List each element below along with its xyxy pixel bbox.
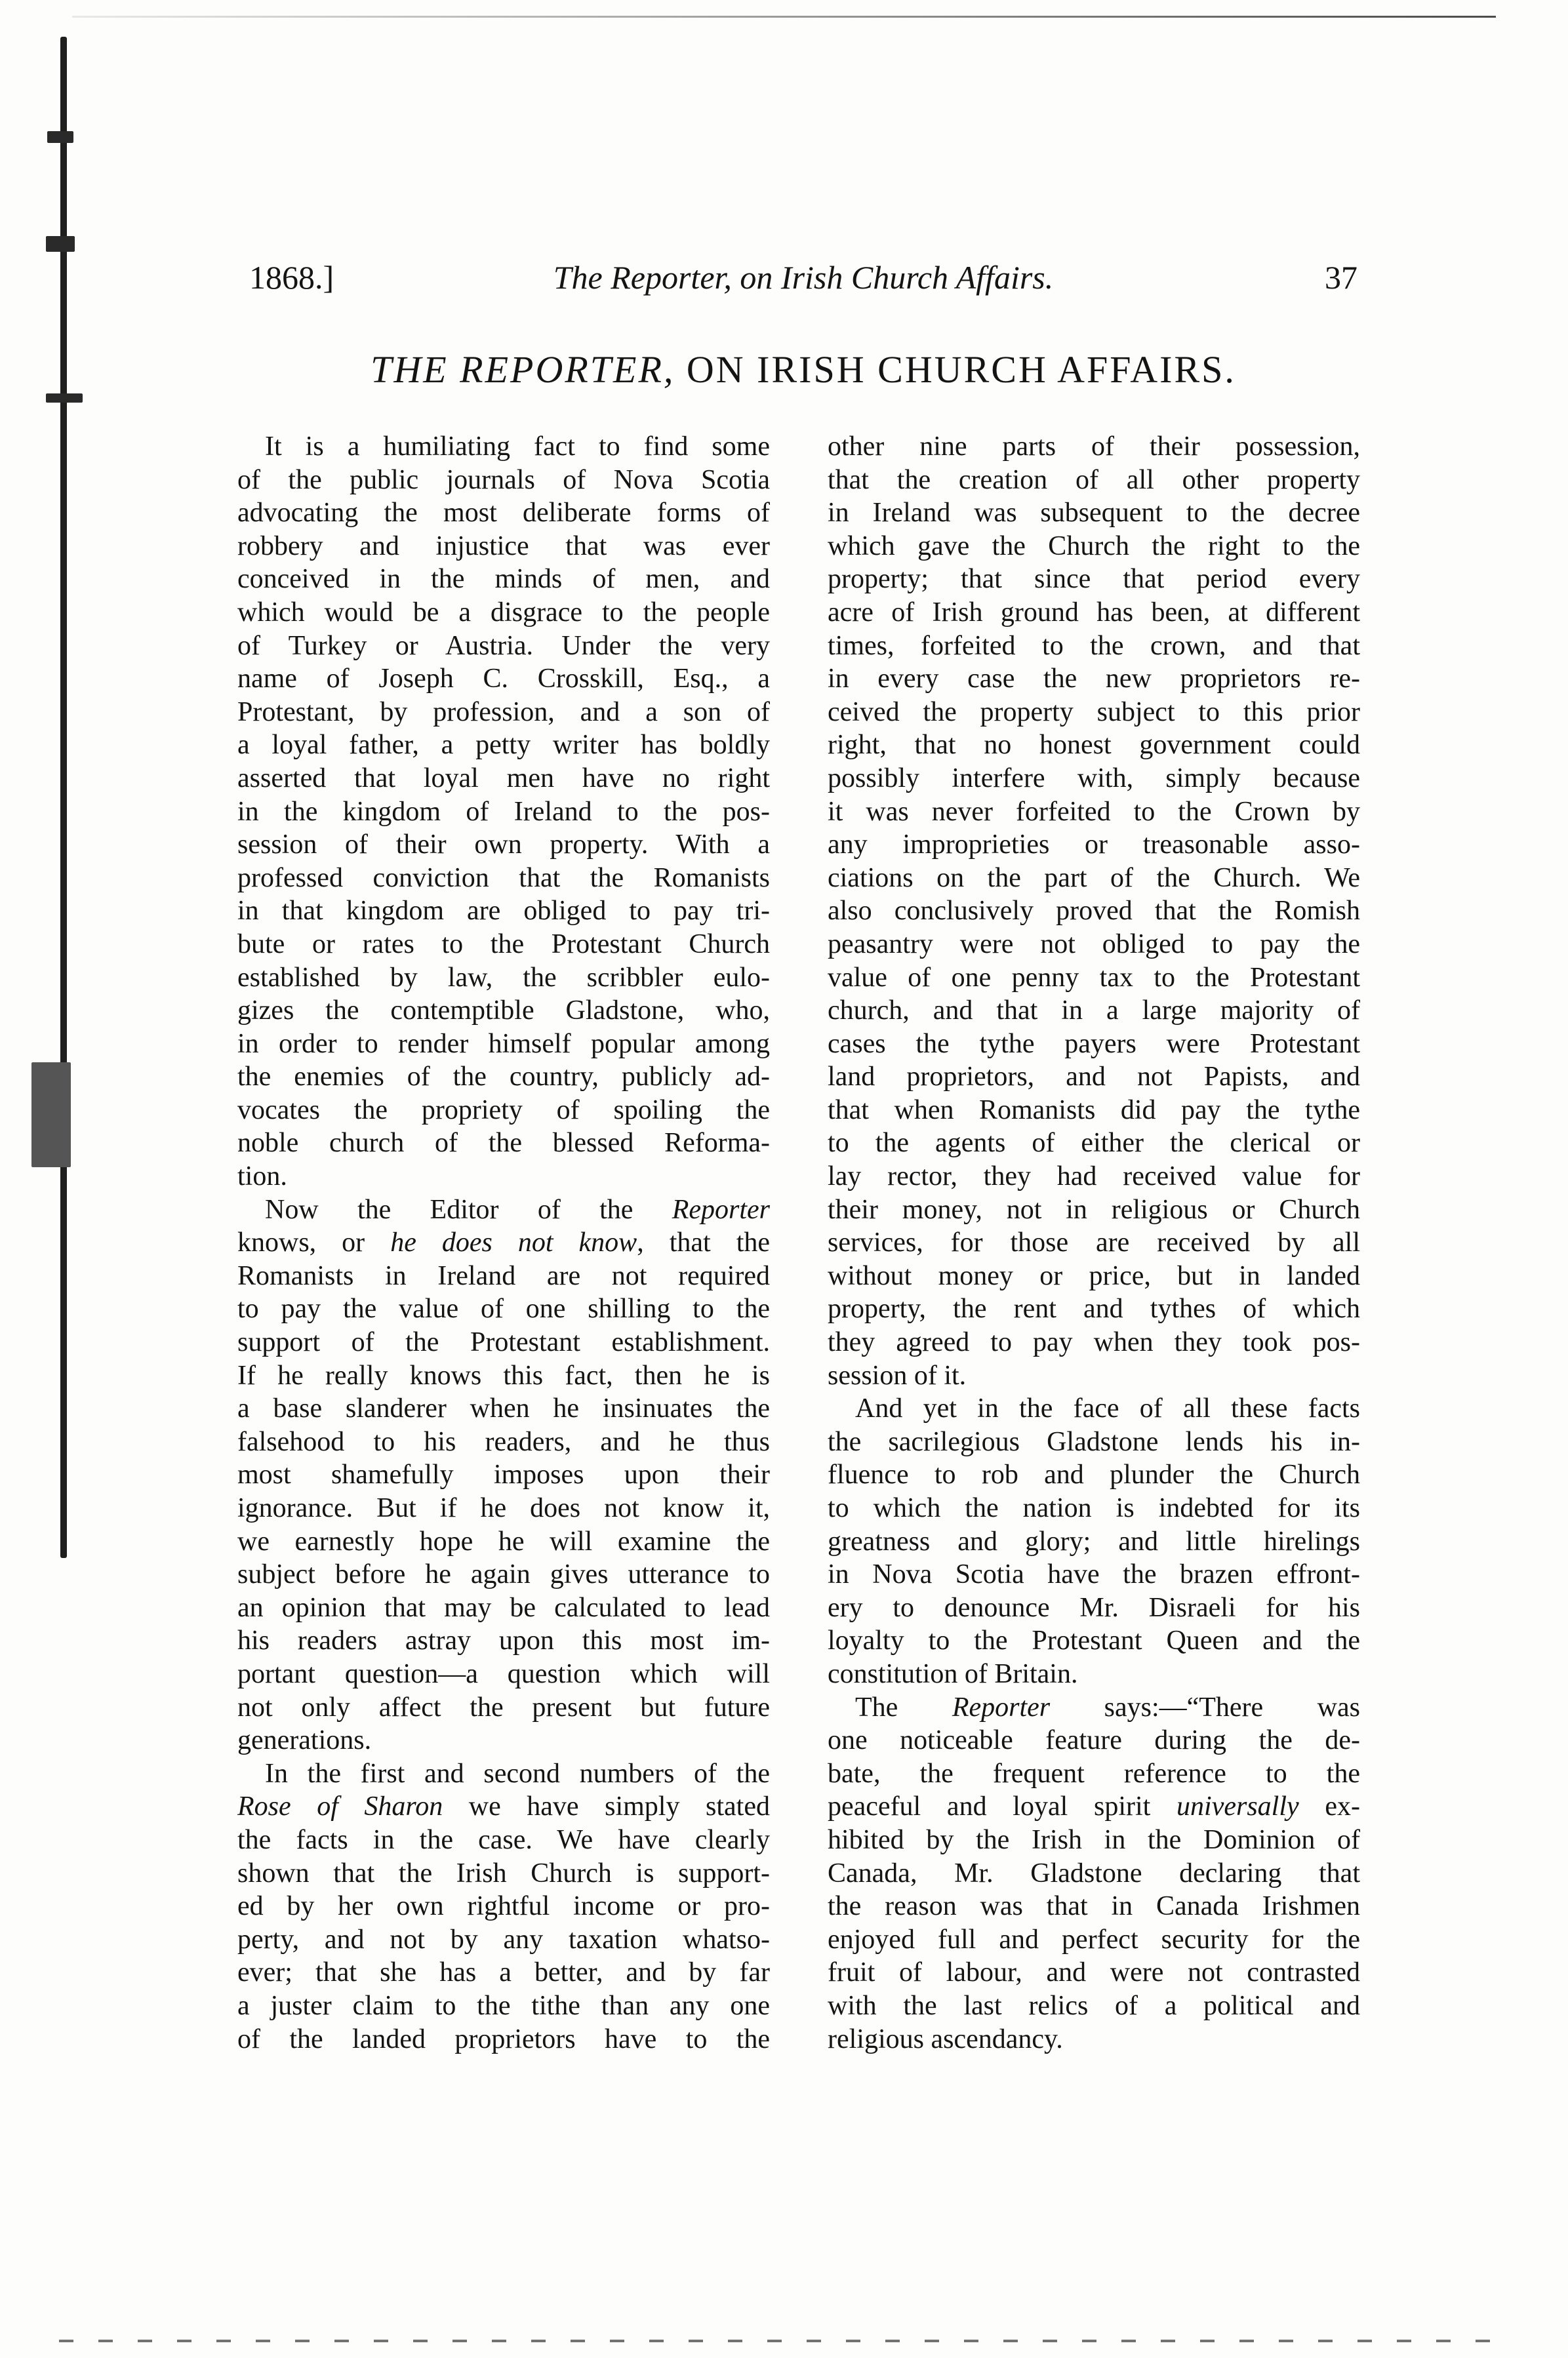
text-segment: a base slanderer when he insinuates the xyxy=(237,1393,770,1424)
scan-mark xyxy=(46,236,75,252)
text-line xyxy=(828,563,1360,596)
text-segment: support of the Protestant establishment. xyxy=(237,1327,770,1358)
text-line xyxy=(828,1060,1360,1094)
text-line xyxy=(237,1426,770,1459)
text-segment: to the agents of either the clerical or xyxy=(828,1128,1360,1159)
text-line xyxy=(828,1160,1360,1193)
text-segment: the sacrilegious Gladstone lends his in- xyxy=(828,1426,1360,1457)
text-line xyxy=(237,530,770,563)
text-line xyxy=(828,1127,1360,1160)
text-line xyxy=(237,1591,770,1625)
text-line xyxy=(828,2023,1360,2056)
text-line xyxy=(828,1558,1360,1591)
text-line xyxy=(237,994,770,1028)
text-line xyxy=(828,1326,1360,1359)
scan-top-rule xyxy=(72,16,1496,18)
text-line xyxy=(828,629,1360,663)
text-line xyxy=(828,1525,1360,1559)
text-line xyxy=(828,1458,1360,1492)
text-line xyxy=(828,1359,1360,1393)
text-segment: ciations on the part of the Church. We xyxy=(828,862,1360,893)
text-segment: ever; that she has a better, and by far xyxy=(237,1957,770,1988)
text-segment: ceived the property subject to this prior xyxy=(828,696,1360,727)
text-segment: In the first and second numbers of the xyxy=(265,1758,770,1789)
text-segment: right, that no honest government could xyxy=(828,730,1360,761)
text-line xyxy=(237,1558,770,1591)
text-segment: tion. xyxy=(237,1161,287,1192)
text-line xyxy=(828,1923,1360,1957)
scan-mark xyxy=(31,1062,71,1167)
text-segment: ex- xyxy=(1298,1791,1360,1822)
text-segment: loyalty to the Protestant Queen and the xyxy=(828,1626,1360,1656)
text-line xyxy=(237,1691,770,1725)
text-line xyxy=(828,828,1360,862)
text-segment: a loyal father, a petty writer has boldly xyxy=(237,730,770,761)
text-segment: greatness and glory; and little hirelings xyxy=(828,1526,1360,1557)
text-segment: knows, or xyxy=(237,1228,391,1258)
text-segment: generations. xyxy=(237,1725,372,1756)
text-segment: the facts in the case. We have clearly xyxy=(237,1824,770,1855)
text-line xyxy=(237,1790,770,1824)
text-line xyxy=(237,1956,770,1989)
text-segment: says:—“There was xyxy=(1050,1692,1361,1723)
text-line xyxy=(237,1492,770,1525)
text-segment: of the landed proprietors have to the xyxy=(237,2024,770,2054)
text-line xyxy=(237,862,770,895)
text-line xyxy=(828,496,1360,530)
text-line xyxy=(237,1658,770,1691)
text-segment: ed by her own rightful income or pro- xyxy=(237,1891,770,1922)
text-segment: without money or price, but in landed xyxy=(828,1260,1360,1291)
text-line xyxy=(237,1359,770,1393)
text-line xyxy=(237,1260,770,1293)
text-line xyxy=(237,1060,770,1094)
text-segment: his readers astray upon this most im- xyxy=(237,1626,770,1656)
text-line xyxy=(237,1857,770,1890)
text-line xyxy=(237,1890,770,1923)
text-segment: asserted that loyal men have no right xyxy=(237,763,770,793)
italic-text: Rose of Sharon xyxy=(237,1791,443,1822)
text-segment: portant question—a question which will xyxy=(237,1658,770,1689)
binding-edge xyxy=(60,37,67,1558)
text-line xyxy=(237,1392,770,1426)
text-segment: professed conviction that the Romanists xyxy=(237,862,770,893)
article-title xyxy=(249,344,1357,396)
text-segment: to which the nation is indebted for its xyxy=(828,1493,1360,1523)
running-head-title: The Reporter, on Irish Church Affairs. xyxy=(553,259,1054,296)
text-segment: in Ireland was subsequent to the decree xyxy=(828,498,1360,529)
text-line xyxy=(237,662,770,696)
text-segment: in order to render himself popular among xyxy=(237,1028,770,1059)
text-segment: cases the tythe payers were Protestant xyxy=(828,1028,1360,1059)
text-segment: in that kingdom are obliged to pay tri- xyxy=(237,896,770,927)
text-line xyxy=(828,894,1360,928)
text-segment: Canada, Mr. Gladstone declaring that xyxy=(828,1858,1360,1888)
page-number: 37 xyxy=(1325,259,1357,296)
text-segment: noble church of the blessed Reforma- xyxy=(237,1128,770,1159)
text-line xyxy=(828,928,1360,961)
text-line xyxy=(237,1724,770,1757)
text-line xyxy=(828,1790,1360,1824)
text-segment: of Turkey or Austria. Under the very xyxy=(237,630,770,661)
text-line xyxy=(828,1260,1360,1293)
text-segment: land proprietors, and not Papists, and xyxy=(828,1062,1360,1092)
text-line xyxy=(828,1724,1360,1757)
text-segment: their money, not in religious or Church xyxy=(828,1194,1360,1225)
italic-text: universally xyxy=(1176,1791,1299,1822)
text-segment: that the creation of all other property xyxy=(828,464,1360,495)
text-segment: value of one penny tax to the Protestant xyxy=(828,962,1360,993)
text-line xyxy=(828,1624,1360,1658)
text-segment: we earnestly hope he will examine the xyxy=(237,1526,770,1557)
text-line xyxy=(237,1028,770,1061)
text-segment: in the kingdom of Ireland to the pos- xyxy=(237,796,770,827)
text-segment: subject before he again gives utterance to xyxy=(237,1559,770,1590)
text-segment: hibited by the Irish in the Dominion of xyxy=(828,1824,1360,1855)
italic-text: Reporter xyxy=(672,1194,770,1225)
text-segment: And yet in the face of all these facts xyxy=(855,1393,1360,1424)
text-segment: The xyxy=(855,1692,952,1723)
text-line xyxy=(237,828,770,862)
text-segment: that when Romanists did pay the tythe xyxy=(828,1094,1360,1125)
text-segment: of the public journals of Nova Scotia xyxy=(237,464,770,495)
text-segment: one noticeable feature during the de- xyxy=(828,1725,1360,1756)
text-line xyxy=(828,1426,1360,1459)
text-line xyxy=(828,1028,1360,1061)
text-line xyxy=(828,1857,1360,1890)
text-line xyxy=(237,894,770,928)
text-line xyxy=(237,1989,770,2023)
left-column xyxy=(237,430,770,2056)
text-line xyxy=(828,1226,1360,1260)
text-line xyxy=(828,862,1360,895)
text-line xyxy=(237,1458,770,1492)
text-segment: most shamefully imposes upon their xyxy=(237,1460,770,1490)
text-line xyxy=(237,1757,770,1791)
text-line xyxy=(237,596,770,629)
text-line xyxy=(237,1624,770,1658)
text-line xyxy=(237,1094,770,1127)
text-segment: gizes the contemptible Gladstone, who, xyxy=(237,995,770,1026)
text-segment: established by law, the scribbler eulo- xyxy=(237,962,770,993)
text-segment: other nine parts of their possession, xyxy=(828,431,1360,462)
text-line xyxy=(828,1824,1360,1857)
text-line xyxy=(828,729,1360,762)
article-title-italic: THE REPORTER, xyxy=(371,348,675,391)
text-line xyxy=(828,762,1360,795)
text-line xyxy=(237,1226,770,1260)
text-line xyxy=(237,1326,770,1359)
text-line xyxy=(828,662,1360,696)
text-line xyxy=(237,928,770,961)
text-segment: session of it. xyxy=(828,1360,967,1391)
italic-text: Reporter xyxy=(952,1692,1051,1723)
text-line xyxy=(828,1989,1360,2023)
text-line xyxy=(828,1956,1360,1989)
text-segment: acre of Irish ground has been, at different xyxy=(828,597,1360,628)
text-line xyxy=(828,1392,1360,1426)
text-line xyxy=(237,496,770,530)
text-segment: ignorance. But if he does not know it, xyxy=(237,1493,770,1523)
text-line xyxy=(828,961,1360,995)
text-segment: peaceful and loyal spirit xyxy=(828,1791,1177,1822)
text-segment: any improprieties or treasonable asso- xyxy=(828,829,1360,860)
text-line xyxy=(237,1193,770,1227)
text-segment: bate, the frequent reference to the xyxy=(828,1758,1360,1789)
text-line xyxy=(828,1757,1360,1791)
text-segment: enjoyed full and perfect security for the xyxy=(828,1924,1360,1955)
text-segment: religious ascendancy. xyxy=(828,2024,1063,2054)
text-line xyxy=(828,1193,1360,1227)
text-segment: bute or rates to the Protestant Church xyxy=(237,929,770,959)
text-segment: church, and that in a large majority of xyxy=(828,995,1360,1026)
text-line xyxy=(828,1890,1360,1923)
text-line xyxy=(237,1292,770,1326)
scan-bottom-rule xyxy=(59,2340,1496,2342)
italic-text: he does not know xyxy=(390,1228,637,1258)
text-segment: it was never forfeited to the Crown by xyxy=(828,796,1360,827)
text-segment: which would be a disgrace to the people xyxy=(237,597,770,628)
text-line xyxy=(828,1292,1360,1326)
text-line xyxy=(237,563,770,596)
text-segment: It is a humiliating fact to find some xyxy=(265,431,770,462)
text-segment: peasantry were not obliged to pay the xyxy=(828,929,1360,959)
text-segment: property, the rent and tythes of which xyxy=(828,1294,1360,1325)
text-segment: , that the xyxy=(637,1228,770,1258)
text-line xyxy=(237,961,770,995)
text-segment: services, for those are received by all xyxy=(828,1228,1360,1258)
text-line xyxy=(828,1691,1360,1725)
text-line xyxy=(828,530,1360,563)
text-line xyxy=(828,1591,1360,1625)
text-line xyxy=(828,994,1360,1028)
text-segment: the reason was that in Canada Irishmen xyxy=(828,1891,1360,1922)
text-segment: which gave the Church the right to the xyxy=(828,530,1360,561)
text-segment: name of Joseph C. Crosskill, Esq., a xyxy=(237,664,770,694)
text-segment: possibly interfere with, simply because xyxy=(828,763,1360,793)
text-segment: a juster claim to the tithe than any one xyxy=(237,1990,770,2021)
text-line xyxy=(237,1923,770,1957)
text-line xyxy=(828,1492,1360,1525)
text-segment: Romanists in Ireland are not required xyxy=(237,1260,770,1291)
running-head-year: 1868.] xyxy=(249,259,334,296)
text-segment: in Nova Scotia have the brazen effront- xyxy=(828,1559,1360,1590)
text-segment: property; that since that period every xyxy=(828,564,1360,595)
text-segment: Protestant, by profession, and a son of xyxy=(237,696,770,727)
text-line xyxy=(828,1094,1360,1127)
text-line xyxy=(237,464,770,497)
text-segment: perty, and not by any taxation whatso- xyxy=(237,1924,770,1955)
text-line xyxy=(237,430,770,464)
text-segment: fluence to rob and plunder the Church xyxy=(828,1460,1360,1490)
text-segment: session of their own property. With a xyxy=(237,829,770,860)
text-line xyxy=(828,596,1360,629)
article-title-rest: ON IRISH CHURCH AFFAIRS. xyxy=(675,348,1236,391)
text-segment: also conclusively proved that the Romish xyxy=(828,896,1360,927)
text-line xyxy=(237,2023,770,2056)
text-line xyxy=(237,762,770,795)
text-segment: not only affect the present but future xyxy=(237,1692,770,1723)
text-line xyxy=(237,1824,770,1857)
text-segment: robbery and injustice that was ever xyxy=(237,530,770,561)
running-head xyxy=(249,254,1357,300)
text-line xyxy=(828,696,1360,729)
text-line xyxy=(828,464,1360,497)
text-line xyxy=(828,430,1360,464)
text-segment: in every case the new proprietors re- xyxy=(828,664,1360,694)
scan-mark xyxy=(47,131,73,143)
text-segment: lay rector, they had received value for xyxy=(828,1161,1360,1192)
text-line xyxy=(237,795,770,829)
text-segment: we have simply stated xyxy=(443,1791,770,1822)
text-segment: ery to denounce Mr. Disraeli for his xyxy=(828,1592,1360,1623)
scan-mark xyxy=(46,393,83,403)
text-segment: vocates the propriety of spoiling the xyxy=(237,1094,770,1125)
text-line xyxy=(828,795,1360,829)
text-segment: times, forfeited to the crown, and that xyxy=(828,630,1360,661)
text-line xyxy=(237,696,770,729)
text-line xyxy=(237,729,770,762)
text-segment: they agreed to pay when they took pos- xyxy=(828,1327,1360,1358)
text-line xyxy=(237,1127,770,1160)
text-segment: with the last relics of a political and xyxy=(828,1990,1360,2021)
right-column xyxy=(828,430,1360,2056)
text-segment: an opinion that may be calculated to lead xyxy=(237,1592,770,1623)
text-segment: advocating the most deliberate forms of xyxy=(237,498,770,529)
text-segment: If he really knows this fact, then he is xyxy=(237,1360,770,1391)
text-segment: the enemies of the country, publicly ad- xyxy=(237,1062,770,1092)
text-segment: falsehood to his readers, and he thus xyxy=(237,1426,770,1457)
text-line xyxy=(237,1525,770,1559)
text-segment: shown that the Irish Church is support- xyxy=(237,1858,770,1888)
text-segment: Now the Editor of the xyxy=(265,1194,672,1225)
text-line xyxy=(828,1658,1360,1691)
text-segment: fruit of labour, and were not contrasted xyxy=(828,1957,1360,1988)
text-line xyxy=(237,1160,770,1193)
text-line xyxy=(237,629,770,663)
text-segment: constitution of Britain. xyxy=(828,1658,1078,1689)
text-segment: to pay the value of one shilling to the xyxy=(237,1294,770,1325)
text-segment: conceived in the minds of men, and xyxy=(237,564,770,595)
